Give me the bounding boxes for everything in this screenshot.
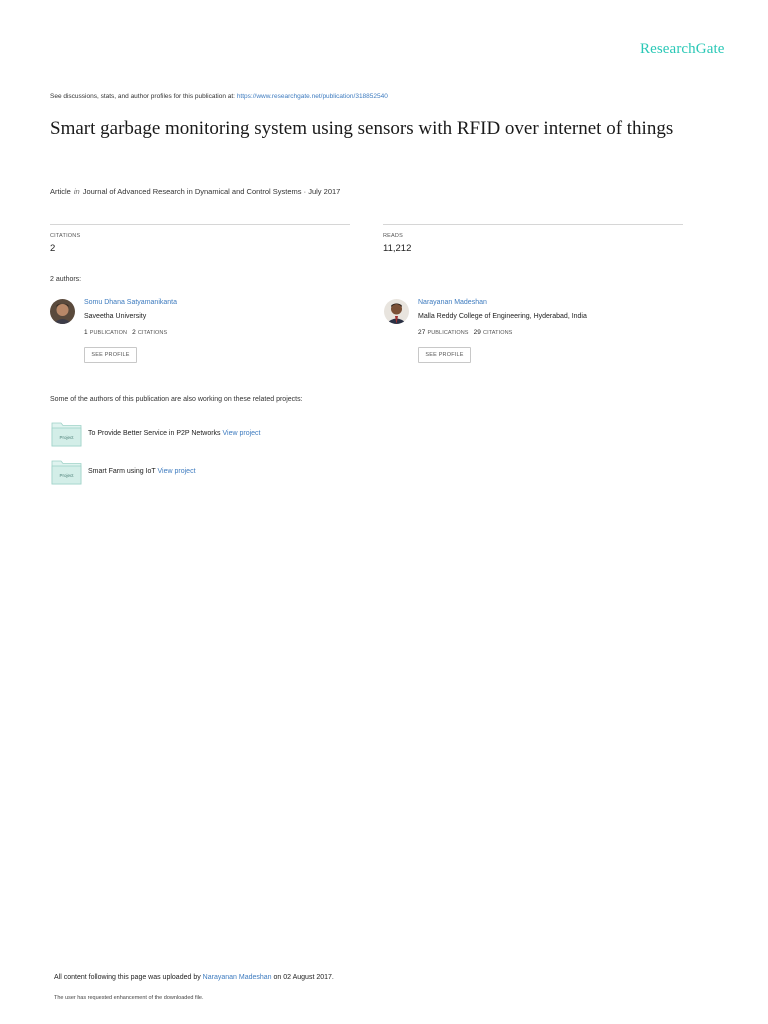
publication-url-link[interactable]: https://www.researchgate.net/publication/318852540 <box>236 93 388 100</box>
project-icon-label: Project <box>59 435 74 440</box>
publication-label: PUBLICATION <box>89 330 128 336</box>
project-title: Smart Farm using IoT <box>88 468 156 475</box>
reads-value: 11,212 <box>383 243 412 254</box>
publication-date: · July 2017 <box>303 187 341 196</box>
author-avatar[interactable] <box>384 299 409 324</box>
researchgate-logo[interactable]: ResearchGate <box>640 41 725 57</box>
publication-count: 1 <box>84 329 88 336</box>
project-title: To Provide Better Service in P2P Networks <box>88 430 221 437</box>
article-in: in <box>73 187 80 196</box>
journal-name: Journal of Advanced Research in Dynamical and Control Systems <box>82 187 302 196</box>
related-projects-heading: Some of the authors of this publication are also working on these related projects: <box>50 396 303 403</box>
view-project-link[interactable]: View project <box>157 468 196 475</box>
project-item <box>88 430 261 437</box>
upload-info <box>54 974 334 981</box>
publication-count: 27 <box>418 329 426 336</box>
publication-label: PUBLICATIONS <box>427 330 469 336</box>
article-type: Article <box>50 187 71 196</box>
author-stats <box>84 329 167 336</box>
citations-label: CITATIONS <box>50 233 81 239</box>
author-avatar[interactable] <box>50 299 75 324</box>
author-stats <box>418 329 512 336</box>
upload-prefix: All content following this page was uploaded by <box>54 974 201 981</box>
project-folder-icon <box>51 422 82 447</box>
citation-label: CITATIONS <box>483 330 513 336</box>
project-item <box>88 468 196 475</box>
citation-count: 2 <box>132 329 136 336</box>
project-icon-label: Project <box>59 473 74 478</box>
citation-count: 29 <box>473 329 482 336</box>
citation-label: CITATIONS <box>137 330 168 336</box>
view-project-link[interactable]: View project <box>222 430 261 437</box>
see-profile-button[interactable]: SEE PROFILE <box>84 347 137 363</box>
author-institution: Malla Reddy College of Engineering, Hyderabad, India <box>418 313 587 320</box>
author-institution: Saveetha University <box>84 313 147 320</box>
discussion-text: See discussions, stats, and author profiles for this publication at: <box>50 93 235 100</box>
enhancement-note: The user has requested enhancement of the downloaded file. <box>54 995 204 1001</box>
citations-value: 2 <box>50 243 56 254</box>
authors-heading: 2 authors: <box>50 276 82 283</box>
publication-title: Smart garbage monitoring system using sensors with RFID over internet of things <box>50 118 674 139</box>
discussion-line <box>50 93 388 100</box>
article-info <box>50 187 340 196</box>
project-folder-icon <box>51 460 82 485</box>
author-name-link[interactable]: Somu Dhana Satyamanikanta <box>84 299 177 306</box>
see-profile-button[interactable]: SEE PROFILE <box>418 347 471 363</box>
uploader-link[interactable]: Narayanan Madeshan <box>202 974 272 981</box>
citations-divider <box>50 224 350 225</box>
author-name-link[interactable]: Narayanan Madeshan <box>418 299 487 306</box>
reads-label: READS <box>383 233 403 239</box>
reads-divider <box>383 224 683 225</box>
upload-suffix: on 02 August 2017. <box>273 974 334 981</box>
